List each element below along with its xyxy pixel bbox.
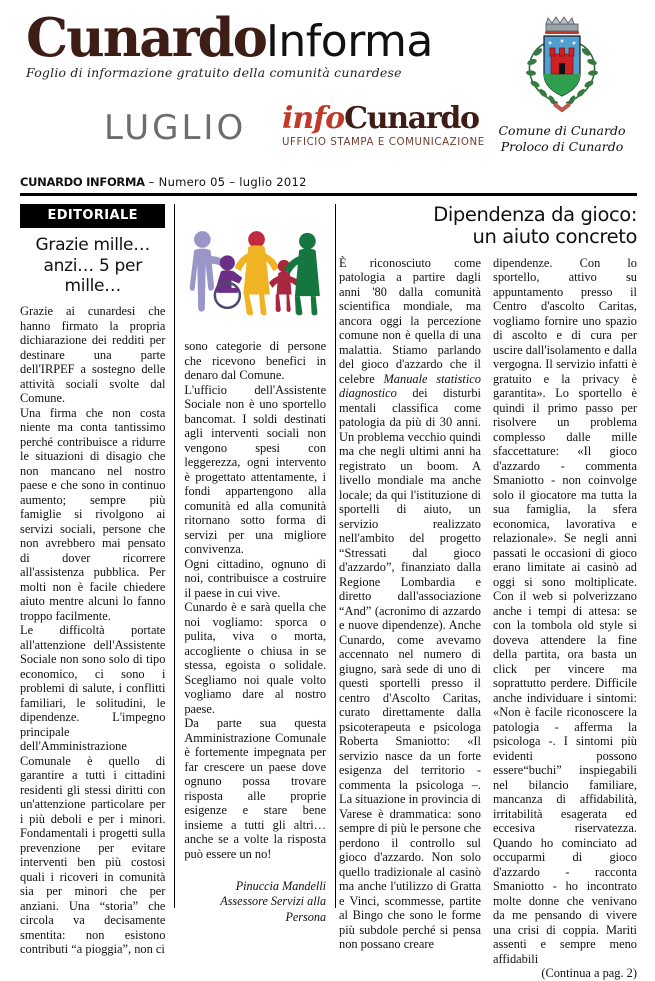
editorial-title-line-1: Grazie mille… bbox=[35, 235, 150, 255]
article-headline bbox=[339, 204, 637, 249]
article-jump-note: (Continua a pag. 2) bbox=[541, 966, 637, 981]
editorial-paragraph: L'ufficio dell'Assistente Sociale non è uno sportello bancomat. I soldi destinati agli interventi sociali non vengono spesi con leggerezza, ogni intervento è progettato attentamente, i fondi appartengono alla comunità ed alla comunità ritornano sotto forma di servizi per una migliore convivenza. bbox=[184, 382, 327, 556]
editorial-signature bbox=[184, 879, 326, 925]
publication-title bbox=[26, 7, 496, 69]
publication-subtitle: Foglio di informazione gratuito della comunità cunardese bbox=[26, 64, 402, 80]
editorial-title bbox=[20, 235, 165, 297]
editorial-paragraph: sono categorie di persone che ricevono benefici in denaro dal Comune. bbox=[184, 339, 327, 382]
editorial-paragraph: Da parte sua questa Amministrazione Comunale è fortemente impegnata per far crescere un paese dove ognuno possa trovare risposta alle proprie esigenze e stare bene insieme a tutti gli altri… anche se a volte la risposta può essere un no! bbox=[184, 716, 327, 861]
editorial-paragraph: Cunardo è e sarà quella che noi vogliamo: sporca o pulita, viva o morta, accogliente o chiusa in se stessa, egoista o solidale. Scegliamo noi quale volto vogliamo dare al nostro paese. bbox=[184, 600, 327, 716]
article-headline-line-1: Dipendenza da gioco: bbox=[433, 203, 637, 226]
crest-line-comune: Comune di Cunardo bbox=[498, 123, 626, 138]
logo-cunardo-text: Cunardo bbox=[344, 101, 479, 136]
column-editorial-2 bbox=[178, 204, 332, 924]
column-article-1 bbox=[339, 256, 487, 981]
dateline-bar bbox=[0, 175, 655, 196]
column-editorial-1 bbox=[20, 204, 171, 957]
editorial-paragraph: Grazie ai cunardesi che hanno firmato la propria dichiarazione dei redditi per destinare una parte dell'IRPEF a sostegno delle attività sociali svolte dal Comune. bbox=[20, 304, 166, 406]
title-cunardo: Cunardo bbox=[26, 7, 266, 69]
signature-role: Assessore Servizi alla Persona bbox=[220, 894, 327, 924]
masthead-title-block bbox=[26, 7, 496, 80]
content-columns bbox=[0, 196, 655, 981]
editorial-paragraph: Una firma che non costa niente ma conta tantissimo perché contribuisce a ridurre le situazioni di disagio che non mancano nel nostro paese e che sono in continuo aumento; sempre più famiglie si rivolgono ai servizi sociali, persone che non avrebbero mai pensato di dover ricorrere all'assistenza pubblica. Per molti non è facile chiedere aiuto mentre alcuni lo fanno troppo facilmente. bbox=[20, 405, 166, 623]
column-divider bbox=[335, 204, 336, 908]
issue-month: LUGLIO bbox=[104, 108, 247, 148]
article-block bbox=[339, 203, 637, 981]
column-divider bbox=[174, 204, 175, 908]
coat-of-arms-icon bbox=[514, 16, 610, 120]
article-text-a: È riconosciuto come patologia a partire dagli anni '80 dalla comunità scientifica mondiale, ma ancora oggi la percezione comune non è quella di una malattia. Stiamo parlando del gioco d'azzardo che il celebre bbox=[339, 255, 481, 386]
logo-info-text: info bbox=[282, 101, 345, 136]
column-article-2 bbox=[487, 256, 637, 981]
logo-tagline: UFFICIO STAMPA E COMUNICAZIONE bbox=[282, 137, 485, 148]
article-paragraph: dipendenze. Con lo sportello, attivo su appuntamento presso il Centro d'ascolto Caritas, vogliamo fornire uno spazio di ascolto e di cura per uscire dall'isolamento e dalla vergogna. Il servizio infatti è gratuito e la privacy è garantita». Lo sportello è quindi il primo passo per risolvere un problema complesso dalle mille sfaccettature: «Il gioco d'azzardo - commenta Smaniotto - non coinvolge solo il giocatore ma tutta la sua famiglia, la sfera economica, lavorativa e relazionale». Se negli anni passati le occasioni di gioco erano limitate ai casinò ad oggi si sono moltiplicate. Con il web si polverizzano anche i tempi di attesa: se con la tombola old style si doveva attendere la fine della partita, ora basta un click per vincere ma soprattutto perdere. Difficile anche individuare i sintomi: «Non è facile riconoscere la patologia - afferma la psicologa -. I sintomi più evidenti possono essere“buchi” inspiegabili nel bilancio familiare, mancanza di affidabilità, irritabilità esagerata ed eccesiva riservatezza. Quando ho cominciato ad occuparmi di gioco d'azzardo - racconta Smaniotto - ho incontrato molte donne che venivano da me pensando di vivere una crisi di coppia. Mariti assenti e sempre meno affidabili bbox=[493, 255, 637, 966]
article-text-italic: Manuale statistico diagnostico bbox=[339, 371, 481, 401]
article-text-b: dei disturbi mentali classifica come patologia da più di 30 anni. Un problema vecchio quindi ma che negli ultimi anni ha registrato un boom. A livello mondiale ma anche locale; da qui l'istituzione di sportelli di aiuto, un servizio realizzato nell'ambito del progetto “Stressati dal gioco d'azzardo”, finanziato dalla Regione Lombardia e diretto dall'associazione “And” (acronimo di azzardo e nuove dipendenze). Anche Cunardo, come avevamo accennato nel numero di giugno, sarà sede di uno di questi sportelli presso il centro d'Ascolto Caritas, curato direttamente dalla psicoterapeuta e psicologa Roberta Smaniotto: «Il servizio nasce da un forte esigenza del territorio - commenta la psicologa –. La situazione in provincia di Varese è drammatica: sono sempre di più le persone che perdono il controllo sul gioco d'azzardo. Non solo quello tradizionale al casinò ma anche l'utilizzo di Gratta e Vinci, scommesse, partite al Bingo che sono le forme più subdole perché si pensa non possano creare bbox=[339, 386, 481, 952]
article-headline-line-2: un aiuto concreto bbox=[472, 225, 637, 249]
editorial-paragraph: Le difficoltà portate all'attenzione dell'Assistente Sociale non sono solo di tipo economico, ci sono i problemi di salute, i conflitti familiari, le solitudini, le dipendenze. L'impegno principale dell'Amministrazione Comunale è quello di garantire a tutti i cittadini residenti gli stessi diritti con un'attenzione particolare per i più deboli e per i minori. Fondamentali i progetti sulla prevenzione per evitare interventi ben più costosi quali i ricoveri in comunità sia per minori che per anziani. Una “storia” che circola va decisamente smentita: non esistono contributi “a pioggia”, non ci bbox=[20, 623, 166, 957]
signature-name: Pinuccia Mandelli bbox=[235, 879, 327, 893]
people-group-illustration-icon bbox=[184, 204, 326, 330]
crest-line-proloco: Proloco di Cunardo bbox=[500, 138, 624, 154]
dateline bbox=[20, 175, 637, 193]
title-informa: Informa bbox=[265, 16, 433, 67]
crest-caption bbox=[487, 123, 637, 154]
editorial-paragraph: Ogni cittadino, ognuno di noi, contribuisce a costruire il paese in cui vive. bbox=[184, 556, 327, 600]
dateline-publication: CUNARDO INFORMA bbox=[20, 175, 145, 189]
editorial-title-line-2: anzi… 5 per mille… bbox=[43, 255, 142, 297]
article-paragraph bbox=[339, 256, 481, 952]
masthead bbox=[0, 0, 655, 175]
dateline-issue: – Numero 05 – luglio 2012 bbox=[144, 175, 307, 189]
infocunardo-logo bbox=[282, 101, 485, 148]
crest-block bbox=[487, 16, 637, 154]
editorial-kicker: EDITORIALE bbox=[20, 204, 165, 228]
